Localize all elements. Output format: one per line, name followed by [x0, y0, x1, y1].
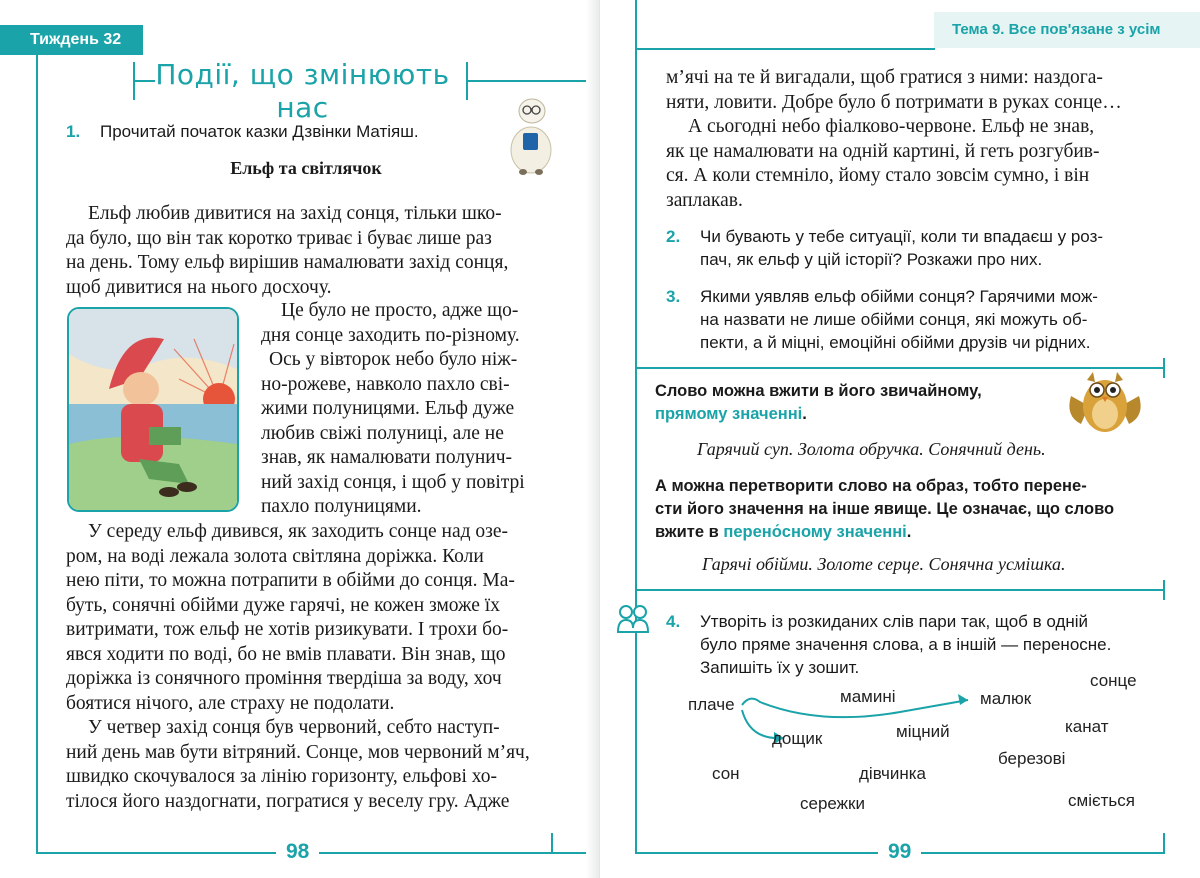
- word-card: дощик: [772, 729, 823, 748]
- story-paragraph: [66, 520, 548, 814]
- text-line: знав, як намалювати полунич-: [261, 447, 513, 468]
- text-line: на день. Тому ельф вирішив намалювати захід сонця,: [66, 252, 509, 273]
- word-card: дівчинка: [859, 764, 926, 783]
- text-line: нею піти, то можна потрапити в обійми до сонця. Ма-: [66, 570, 515, 591]
- text-line: явся ходити по воді, бо не вмів плавати. Він знав, що: [66, 643, 506, 665]
- text-line: Ельф любив дивитися на захід сонця, тільки шко-: [88, 203, 502, 224]
- pair-work-icon: [615, 602, 651, 638]
- story-paragraph: [66, 202, 548, 300]
- text-line: дня сонце заходить по-різному.: [261, 324, 520, 346]
- right-page: [600, 0, 1200, 878]
- task-text-line: пач, як ельф у цій історії? Розкажи про них.: [700, 250, 1043, 269]
- task-text-line: Запишіть їх у зошит.: [700, 658, 860, 677]
- topic-label: Тема 9. Все пов'язане з усім: [934, 12, 1200, 48]
- word-card: сережки: [800, 794, 865, 813]
- frame-line: [1163, 580, 1165, 600]
- frame-line: [1163, 358, 1165, 378]
- text-line: любив свіжі полуниці, але не: [261, 422, 504, 444]
- text-line: швидко скочувалося за лінію горизонту, ельфові хо-: [66, 766, 497, 787]
- text-line: ний день мав бути вітряний. Сонце, мов червоний м’яч,: [66, 741, 530, 763]
- week-label: Тиждень 32: [0, 25, 143, 55]
- task-1: [66, 120, 486, 143]
- text-line: но-рожеве, навколо пахло сві-: [261, 373, 510, 395]
- task-text-line: на назвати не лише обійми сонця, які можуть об-: [700, 310, 1088, 329]
- word-card: плаче: [688, 695, 735, 714]
- text-line: ром, на воді лежала золота світляна доріжка. Коли: [66, 545, 484, 567]
- word-card: сон: [712, 764, 740, 783]
- text-line: витримати, тож ельф не хотів ризикувати. І трохи бо-: [66, 619, 509, 640]
- text-line: ся. А коли стемніло, йому стало зовсім сумно, і він: [666, 165, 1090, 186]
- rule-text: Слово можна вжити в його звичайному,: [655, 382, 982, 400]
- rule-figurative-meaning: [655, 475, 1155, 544]
- task-text-line: було пряме значення слова, а в іншій — переносне.: [700, 635, 1112, 654]
- owl-icon: [1065, 366, 1145, 434]
- word-card: сміється: [1068, 791, 1135, 810]
- rule-text-line: А можна перетворити слово на образ, тобто перене-: [655, 477, 1087, 495]
- task-number: 2.: [666, 227, 681, 246]
- rule-direct-meaning: [655, 380, 1065, 426]
- text-line: щоб дивитися на нього досхочу.: [66, 276, 332, 298]
- task-number: 1.: [66, 122, 81, 141]
- word-card: малюк: [980, 689, 1032, 708]
- text-line: тілося його наздогнати, погратися у веселу гру. Адже: [66, 790, 510, 812]
- word-card: канат: [1065, 717, 1109, 736]
- page-title: Події, що змінюють нас: [155, 58, 450, 124]
- rule-end: .: [906, 523, 912, 541]
- task-number: 3.: [666, 287, 681, 306]
- text-line: заплакав.: [666, 189, 743, 211]
- highlight-term: прямому значенні: [655, 405, 803, 423]
- text-line: буть, сонячні обійми дуже гарячі, не кожен зможе їх: [66, 594, 500, 616]
- frame-line: [1163, 833, 1165, 853]
- task-text: Прочитай початок казки Дзвінки Матіяш.: [100, 122, 419, 141]
- example-direct: Гарячий суп. Золота обручка. Сонячний день.: [697, 439, 1046, 459]
- task-2: [666, 225, 1156, 271]
- elf-illustration: [67, 307, 239, 512]
- highlight-term: перено́сному значенні: [723, 523, 907, 541]
- word-card: сонце: [1090, 671, 1137, 690]
- task-text-line: Якими уявляв ельф обійми сонця? Гарячими мож-: [700, 287, 1098, 306]
- task-number: 4.: [666, 612, 681, 631]
- section-divider: [635, 589, 1165, 591]
- task-text-line: Утворіть із розкиданих слів пари так, щоб в одній: [700, 612, 1089, 631]
- task-text-line: Чи бувають у тебе ситуації, коли ти впадаєш у роз-: [700, 227, 1104, 246]
- task-3: [666, 285, 1156, 354]
- page-number: 98: [276, 840, 319, 864]
- frame-line: [635, 48, 935, 50]
- frame-line: [36, 55, 38, 853]
- story-title: Ельф та світлячок: [230, 158, 382, 178]
- text-line: доріжка із сонячного проміння твердіша за воду, хоч: [66, 668, 502, 689]
- text-line: пахло полуницями.: [261, 496, 422, 517]
- text-line: жими полуницями. Ельф дуже: [261, 398, 515, 419]
- text-line: Ось у вівторок небо було ніж-: [269, 349, 518, 370]
- text-line: боятися нічого, але страху не подолати.: [66, 692, 395, 714]
- frame-line: [466, 80, 586, 82]
- rule-end: .: [802, 405, 807, 423]
- text-line: ний захід сонця, і щоб у повітрі: [261, 471, 525, 493]
- text-line: Це було не просто, адже що-: [281, 300, 519, 321]
- task-4: [666, 610, 1156, 679]
- rule-text-line: вжите в: [655, 523, 719, 541]
- word-card: мамині: [840, 687, 896, 706]
- text-line: няти, ловити. Добре було б потримати в руках сонце…: [666, 91, 1122, 113]
- word-card: міцний: [896, 722, 950, 741]
- story-paragraph: [666, 66, 1150, 213]
- example-figurative: Гарячі обійми. Золоте серце. Сонячна усмішка.: [702, 554, 1066, 574]
- text-line: А сьогодні небо фіалково-червоне. Ельф не знав,: [688, 116, 1095, 137]
- text-line: да було, що він так коротко триває і буває лише раз: [66, 227, 492, 249]
- text-line: як це намалювати на одній картині, й геть розгубив-: [666, 140, 1100, 162]
- rule-text-line: сти його значення на інше явище. Це означає, що слово: [655, 500, 1115, 518]
- text-line: У середу ельф дивився, як заходить сонце над озе-: [88, 521, 508, 542]
- text-line: У четвер захід сонця був червоний, себто наступ-: [88, 717, 500, 738]
- text-line: м’ячі на те й вигадали, щоб гратися з ними: наздога-: [666, 67, 1103, 88]
- page-number: 99: [878, 840, 921, 864]
- frame-line: [133, 62, 135, 100]
- frame-line: [635, 0, 637, 853]
- word-card: березові: [998, 749, 1066, 768]
- story-paragraph: [251, 299, 548, 520]
- task-text-line: пекти, а й міцні, емоційні обійми друзів чи рідних.: [700, 333, 1091, 352]
- frame-line: [551, 833, 553, 853]
